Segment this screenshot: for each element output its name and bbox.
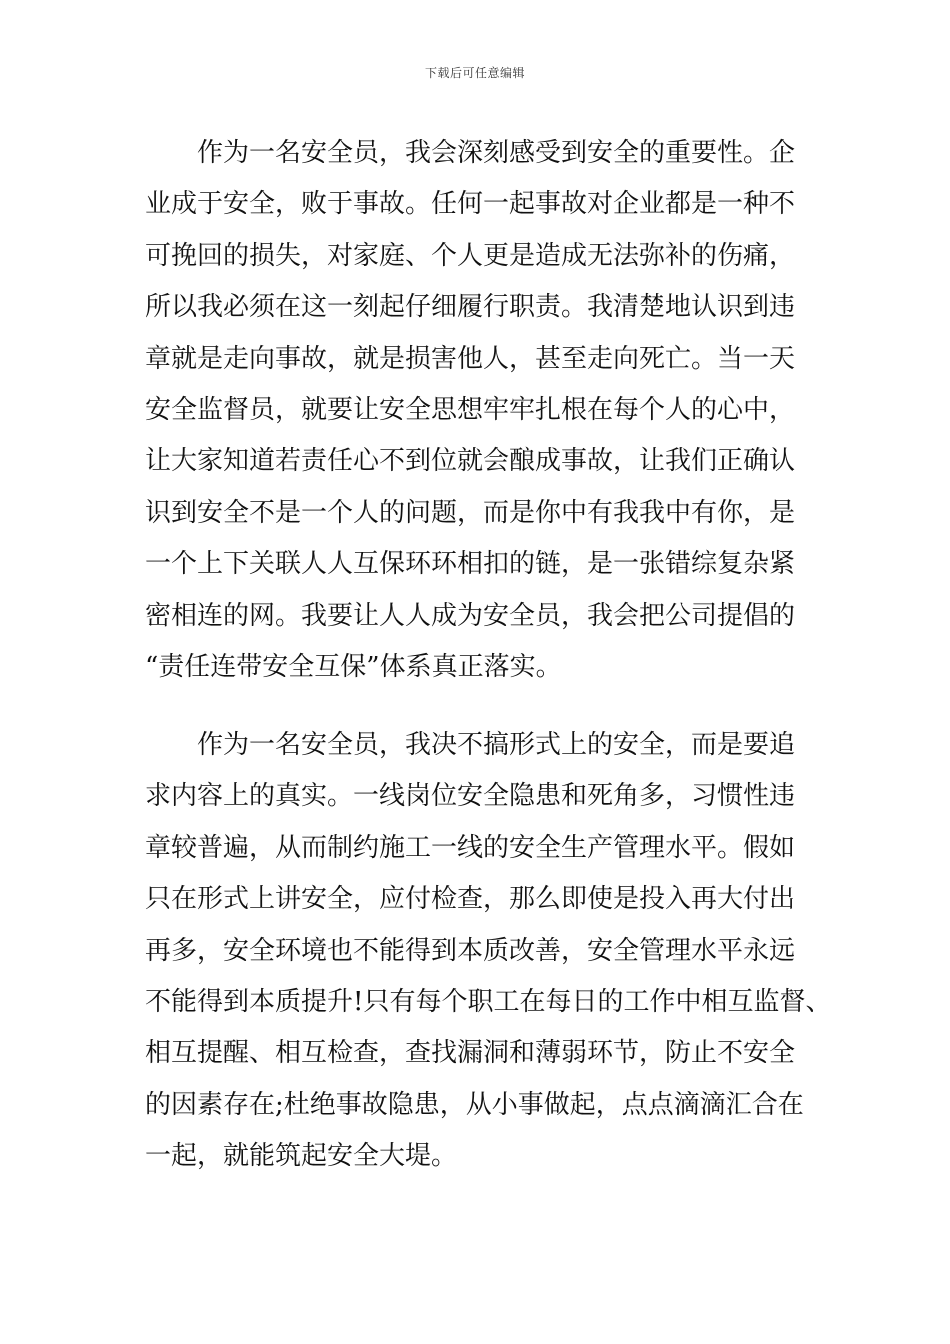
paragraph-line: 章就是走向事故，就是损害他人，甚至走向死亡。当一天 bbox=[145, 343, 796, 374]
paragraph-line: 章较普遍，从而制约施工一线的安全生产管理水平。假如 bbox=[145, 832, 796, 863]
paragraph-line: 不能得到本质提升!只有每个职工在每日的工作中相互监督、 bbox=[145, 986, 832, 1017]
paragraph-1 bbox=[145, 128, 825, 693]
paragraph-line: 相互提醒、相互检查，查找漏洞和薄弱环节，防止不安全 bbox=[145, 1038, 796, 1069]
paragraph-line: 密相连的网。我要让人人成为安全员，我会把公司提倡的 bbox=[145, 600, 796, 631]
paragraph-line: 求内容上的真实。一线岗位安全隐患和死角多，习惯性违 bbox=[145, 781, 796, 812]
paragraph-line: 业成于安全，败于事故。任何一起事故对企业都是一种不 bbox=[145, 189, 796, 220]
paragraph-line: 让大家知道若责任心不到位就会酿成事故，让我们正确认 bbox=[145, 446, 796, 477]
page-header: 下载后可任意编辑 bbox=[424, 66, 525, 80]
paragraph-line: 所以我必须在这一刻起仔细履行职责。我清楚地认识到违 bbox=[145, 292, 796, 323]
paragraph-2 bbox=[145, 720, 832, 1183]
paragraph-line: 安全监督员，就要让安全思想牢牢扎根在每个人的心中， bbox=[145, 394, 796, 425]
paragraph-line: 识到安全不是一个人的问题，而是你中有我我中有你，是 bbox=[145, 497, 796, 528]
paragraph-line: 再多，安全环境也不能得到本质改善，安全管理水平永远 bbox=[145, 935, 796, 966]
paragraph-line: 的因素存在;杜绝事故隐患，从小事做起，点点滴滴汇合在 bbox=[145, 1089, 804, 1120]
paragraph-line: 作为一名安全员，我会深刻感受到安全的重要性。企 bbox=[197, 138, 796, 168]
paragraph-line: 一起，就能筑起安全大堤。 bbox=[145, 1141, 458, 1172]
paragraph-line: 一个上下关联人人互保环环相扣的链，是一张错综复杂紧 bbox=[145, 549, 796, 580]
paragraph-line: 只在形式上讲安全，应付检查，那么即使是投入再大付出 bbox=[145, 884, 796, 915]
paragraph-line: 作为一名安全员，我决不搞形式上的安全，而是要追 bbox=[197, 730, 796, 760]
paragraph-line: “责任连带安全互保”体系真正落实。 bbox=[145, 651, 562, 682]
paragraph-line: 可挽回的损失，对家庭、个人更是造成无法弥补的伤痛， bbox=[145, 240, 796, 271]
